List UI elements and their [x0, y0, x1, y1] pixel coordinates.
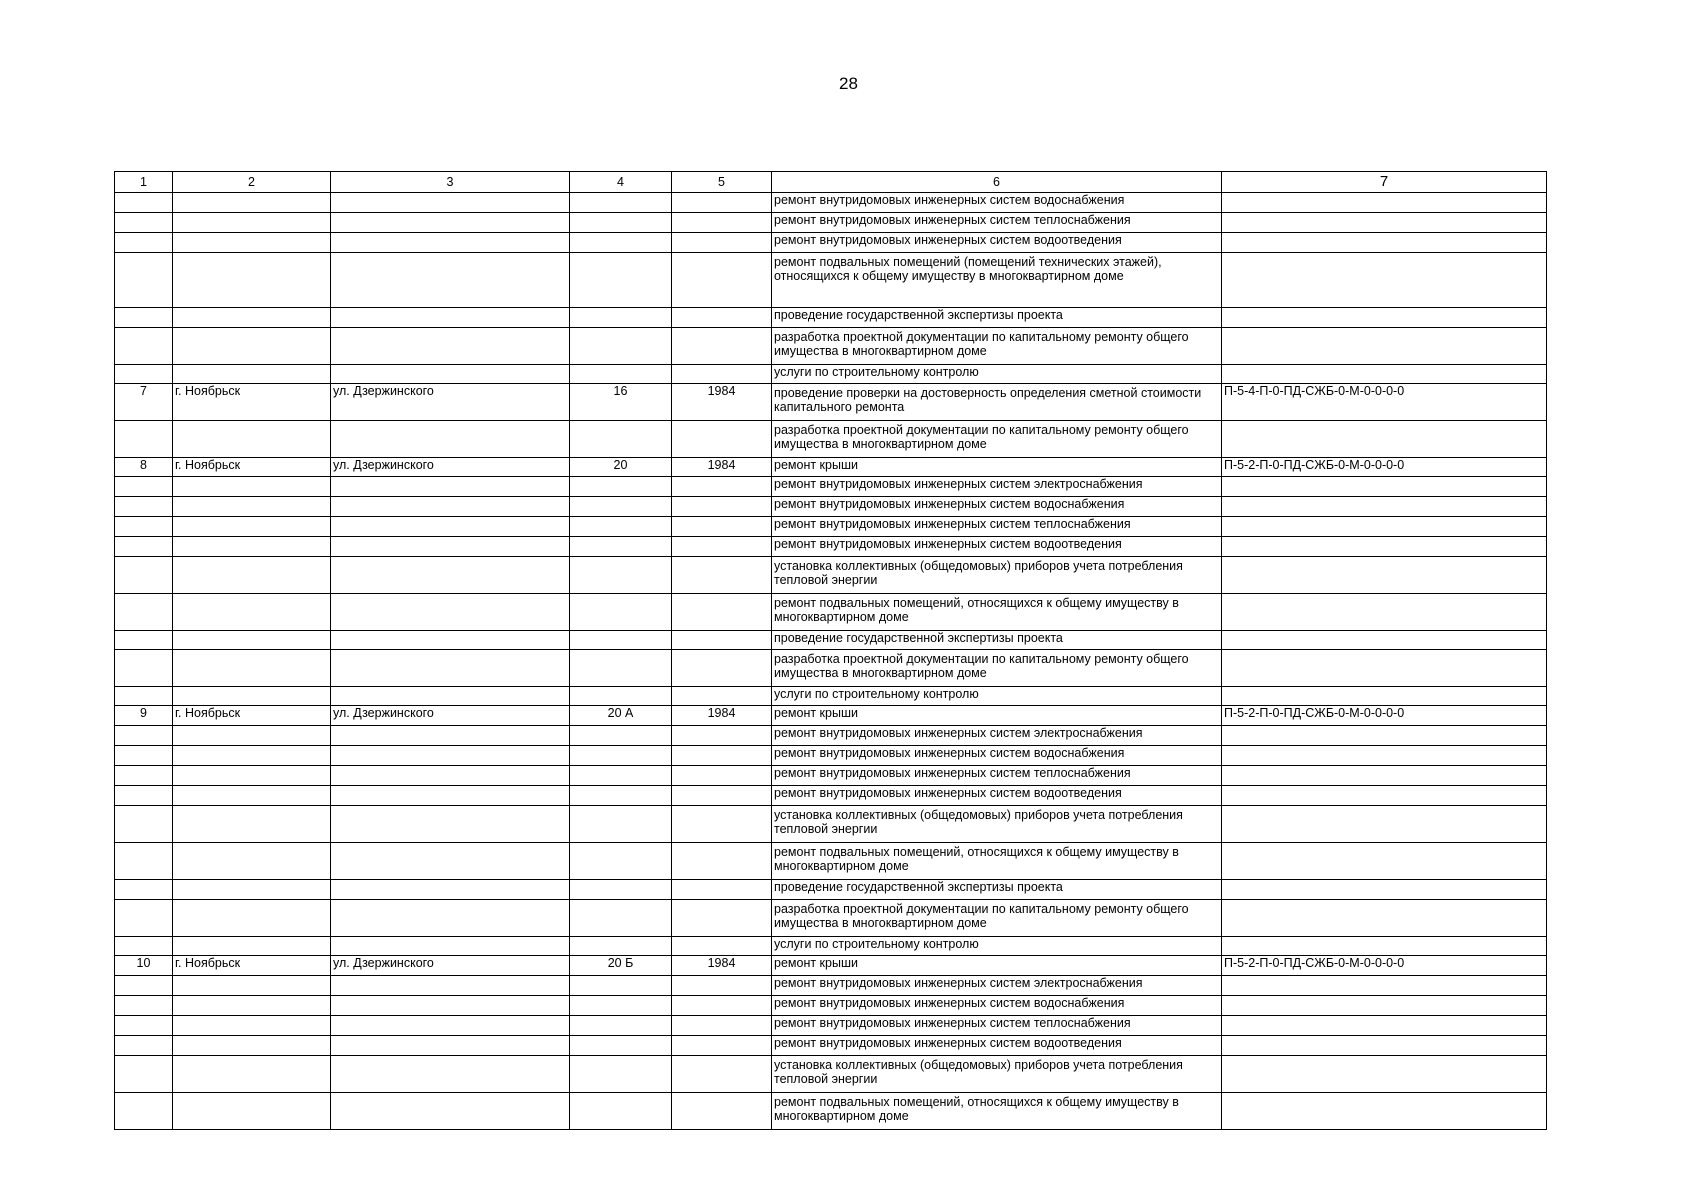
- year-cell: [672, 900, 772, 937]
- work-type-cell: проведение проверки на достоверность определения сметной стоимости капитального ремонта: [772, 384, 1222, 421]
- table-row: [115, 976, 1547, 996]
- city-cell: [173, 900, 331, 937]
- code-cell: [1222, 976, 1547, 996]
- code-cell: П-5-4-П-0-ПД-СЖБ-0-М-0-0-0-0: [1222, 384, 1547, 421]
- table-row: [115, 477, 1547, 497]
- year-cell: 1984: [672, 956, 772, 976]
- row-number-cell: 10: [115, 956, 173, 976]
- table-row: [115, 233, 1547, 253]
- city-cell: [173, 477, 331, 497]
- column-number: 2: [173, 172, 331, 193]
- work-type-cell: ремонт крыши: [772, 706, 1222, 726]
- house-number-cell: [570, 213, 672, 233]
- row-number-cell: [115, 537, 173, 557]
- house-number-cell: [570, 537, 672, 557]
- row-number-cell: [115, 900, 173, 937]
- code-cell: [1222, 900, 1547, 937]
- street-cell: [331, 328, 570, 365]
- street-cell: [331, 631, 570, 650]
- row-number-cell: [115, 477, 173, 497]
- work-type-cell: услуги по строительному контролю: [772, 687, 1222, 706]
- code-cell: [1222, 213, 1547, 233]
- code-cell: [1222, 1036, 1547, 1056]
- house-number-cell: 20 Б: [570, 956, 672, 976]
- table-row: [115, 193, 1547, 213]
- street-cell: [331, 497, 570, 517]
- house-number-cell: [570, 631, 672, 650]
- city-cell: г. Ноябрьск: [173, 956, 331, 976]
- table-row: [115, 937, 1547, 956]
- city-cell: [173, 193, 331, 213]
- year-cell: [672, 253, 772, 308]
- code-cell: П-5-2-П-0-ПД-СЖБ-0-М-0-0-0-0: [1222, 956, 1547, 976]
- column-number: 6: [772, 172, 1222, 193]
- table-row: [115, 1056, 1547, 1093]
- year-cell: [672, 1016, 772, 1036]
- row-number-cell: [115, 631, 173, 650]
- work-type-cell: ремонт внутридомовых инженерных систем водоснабжения: [772, 193, 1222, 213]
- table-row: [115, 1093, 1547, 1130]
- code-cell: П-5-2-П-0-ПД-СЖБ-0-М-0-0-0-0: [1222, 458, 1547, 477]
- street-cell: [331, 1036, 570, 1056]
- work-type-cell: ремонт подвальных помещений (помещений технических этажей), относящихся к общему имуществу в многоквартирном доме: [772, 253, 1222, 308]
- work-type-cell: ремонт крыши: [772, 458, 1222, 477]
- house-number-cell: [570, 996, 672, 1016]
- row-number-cell: [115, 976, 173, 996]
- street-cell: [331, 687, 570, 706]
- street-cell: [331, 806, 570, 843]
- street-cell: ул. Дзержинского: [331, 956, 570, 976]
- code-cell: [1222, 328, 1547, 365]
- house-number-cell: [570, 365, 672, 384]
- code-cell: [1222, 687, 1547, 706]
- year-cell: [672, 806, 772, 843]
- table-row: [115, 1036, 1547, 1056]
- year-cell: [672, 477, 772, 497]
- work-type-cell: ремонт внутридомовых инженерных систем электроснабжения: [772, 976, 1222, 996]
- street-cell: [331, 1016, 570, 1036]
- row-number-cell: [115, 557, 173, 594]
- street-cell: [331, 843, 570, 880]
- table-row: [115, 806, 1547, 843]
- table-row: [115, 687, 1547, 706]
- street-cell: [331, 1093, 570, 1130]
- city-cell: [173, 213, 331, 233]
- city-cell: [173, 687, 331, 706]
- city-cell: [173, 650, 331, 687]
- table-row: [115, 308, 1547, 328]
- row-number-cell: [115, 233, 173, 253]
- street-cell: ул. Дзержинского: [331, 384, 570, 421]
- city-cell: г. Ноябрьск: [173, 384, 331, 421]
- house-number-cell: [570, 726, 672, 746]
- year-cell: [672, 843, 772, 880]
- city-cell: [173, 594, 331, 631]
- row-number-cell: [115, 328, 173, 365]
- code-cell: [1222, 1056, 1547, 1093]
- work-type-cell: разработка проектной документации по капитальному ремонту общего имущества в многоквартирном доме: [772, 421, 1222, 458]
- work-type-cell: ремонт подвальных помещений, относящихся к общему имуществу в многоквартирном доме: [772, 843, 1222, 880]
- street-cell: [331, 786, 570, 806]
- street-cell: [331, 233, 570, 253]
- work-type-cell: разработка проектной документации по капитальному ремонту общего имущества в многоквартирном доме: [772, 328, 1222, 365]
- house-number-cell: [570, 900, 672, 937]
- code-cell: [1222, 880, 1547, 900]
- row-number-cell: 7: [115, 384, 173, 421]
- table-row: [115, 843, 1547, 880]
- city-cell: [173, 253, 331, 308]
- city-cell: [173, 421, 331, 458]
- repair-register-table: [114, 171, 1547, 1130]
- table-row: [115, 880, 1547, 900]
- year-cell: [672, 517, 772, 537]
- city-cell: [173, 517, 331, 537]
- code-cell: [1222, 631, 1547, 650]
- house-number-cell: [570, 687, 672, 706]
- row-number-cell: [115, 843, 173, 880]
- house-number-cell: [570, 806, 672, 843]
- city-cell: [173, 497, 331, 517]
- code-cell: [1222, 786, 1547, 806]
- column-number: 7: [1222, 172, 1547, 193]
- work-type-cell: ремонт подвальных помещений, относящихся к общему имуществу в многоквартирном доме: [772, 594, 1222, 631]
- year-cell: [672, 308, 772, 328]
- house-number-cell: [570, 937, 672, 956]
- house-number-cell: [570, 746, 672, 766]
- code-cell: [1222, 253, 1547, 308]
- table-row: [115, 497, 1547, 517]
- year-cell: [672, 786, 772, 806]
- code-cell: [1222, 557, 1547, 594]
- code-cell: [1222, 996, 1547, 1016]
- year-cell: [672, 537, 772, 557]
- work-type-cell: ремонт внутридомовых инженерных систем теплоснабжения: [772, 213, 1222, 233]
- city-cell: [173, 365, 331, 384]
- work-type-cell: услуги по строительному контролю: [772, 365, 1222, 384]
- code-cell: [1222, 193, 1547, 213]
- year-cell: [672, 557, 772, 594]
- code-cell: [1222, 1093, 1547, 1130]
- street-cell: [331, 537, 570, 557]
- street-cell: [331, 880, 570, 900]
- table-row: [115, 766, 1547, 786]
- year-cell: [672, 726, 772, 746]
- code-cell: [1222, 497, 1547, 517]
- row-number-cell: [115, 497, 173, 517]
- house-number-cell: [570, 1093, 672, 1130]
- city-cell: [173, 1093, 331, 1130]
- street-cell: [331, 650, 570, 687]
- row-number-cell: [115, 996, 173, 1016]
- column-number: 5: [672, 172, 772, 193]
- house-number-cell: [570, 193, 672, 213]
- work-type-cell: установка коллективных (общедомовых) приборов учета потребления тепловой энергии: [772, 806, 1222, 843]
- year-cell: [672, 193, 772, 213]
- row-number-cell: [115, 1016, 173, 1036]
- row-number-cell: [115, 594, 173, 631]
- code-cell: П-5-2-П-0-ПД-СЖБ-0-М-0-0-0-0: [1222, 706, 1547, 726]
- table-row: [115, 557, 1547, 594]
- city-cell: [173, 1016, 331, 1036]
- table-row: [115, 900, 1547, 937]
- street-cell: [331, 517, 570, 537]
- city-cell: г. Ноябрьск: [173, 706, 331, 726]
- work-type-cell: ремонт внутридомовых инженерных систем водоснабжения: [772, 746, 1222, 766]
- house-number-cell: [570, 253, 672, 308]
- city-cell: [173, 537, 331, 557]
- row-number-cell: [115, 880, 173, 900]
- code-cell: [1222, 517, 1547, 537]
- row-number-cell: [115, 253, 173, 308]
- year-cell: [672, 996, 772, 1016]
- work-type-cell: ремонт внутридомовых инженерных систем теплоснабжения: [772, 1016, 1222, 1036]
- city-cell: [173, 233, 331, 253]
- street-cell: ул. Дзержинского: [331, 706, 570, 726]
- code-cell: [1222, 843, 1547, 880]
- year-cell: [672, 746, 772, 766]
- column-number: 3: [331, 172, 570, 193]
- city-cell: [173, 843, 331, 880]
- work-type-cell: ремонт подвальных помещений, относящихся к общему имуществу в многоквартирном доме: [772, 1093, 1222, 1130]
- house-number-cell: [570, 421, 672, 458]
- year-cell: 1984: [672, 706, 772, 726]
- table-row: [115, 956, 1547, 976]
- house-number-cell: [570, 976, 672, 996]
- street-cell: [331, 421, 570, 458]
- code-cell: [1222, 233, 1547, 253]
- house-number-cell: [570, 843, 672, 880]
- column-numbers-row: [115, 172, 1547, 193]
- city-cell: [173, 880, 331, 900]
- row-number-cell: [115, 650, 173, 687]
- row-number-cell: [115, 806, 173, 843]
- code-cell: [1222, 766, 1547, 786]
- year-cell: [672, 880, 772, 900]
- work-type-cell: установка коллективных (общедомовых) приборов учета потребления тепловой энергии: [772, 557, 1222, 594]
- house-number-cell: [570, 477, 672, 497]
- city-cell: [173, 937, 331, 956]
- table-row: [115, 786, 1547, 806]
- table-row: [115, 421, 1547, 458]
- work-type-cell: ремонт внутридомовых инженерных систем электроснабжения: [772, 477, 1222, 497]
- code-cell: [1222, 537, 1547, 557]
- table-row: [115, 253, 1547, 308]
- year-cell: [672, 497, 772, 517]
- work-type-cell: проведение государственной экспертизы проекта: [772, 880, 1222, 900]
- table-row: [115, 650, 1547, 687]
- work-type-cell: разработка проектной документации по капитальному ремонту общего имущества в многоквартирном доме: [772, 900, 1222, 937]
- code-cell: [1222, 365, 1547, 384]
- city-cell: [173, 976, 331, 996]
- year-cell: [672, 594, 772, 631]
- year-cell: [672, 976, 772, 996]
- house-number-cell: 20: [570, 458, 672, 477]
- table-row: [115, 726, 1547, 746]
- row-number-cell: 8: [115, 458, 173, 477]
- year-cell: [672, 1093, 772, 1130]
- table-row: [115, 328, 1547, 365]
- work-type-cell: ремонт внутридомовых инженерных систем водоотведения: [772, 233, 1222, 253]
- street-cell: [331, 253, 570, 308]
- page-number: 28: [839, 74, 858, 93]
- year-cell: [672, 687, 772, 706]
- code-cell: [1222, 308, 1547, 328]
- table-row: [115, 1016, 1547, 1036]
- house-number-cell: 20 А: [570, 706, 672, 726]
- year-cell: [672, 631, 772, 650]
- code-cell: [1222, 421, 1547, 458]
- code-cell: [1222, 937, 1547, 956]
- table-row: [115, 746, 1547, 766]
- table-row: [115, 458, 1547, 477]
- code-cell: [1222, 746, 1547, 766]
- work-type-cell: ремонт внутридомовых инженерных систем теплоснабжения: [772, 766, 1222, 786]
- work-type-cell: ремонт внутридомовых инженерных систем водоснабжения: [772, 996, 1222, 1016]
- work-type-cell: ремонт внутридомовых инженерных систем водоотведения: [772, 537, 1222, 557]
- row-number-cell: [115, 193, 173, 213]
- year-cell: [672, 766, 772, 786]
- city-cell: [173, 328, 331, 365]
- row-number-cell: [115, 1093, 173, 1130]
- row-number-cell: [115, 213, 173, 233]
- row-number-cell: [115, 687, 173, 706]
- house-number-cell: [570, 594, 672, 631]
- street-cell: [331, 726, 570, 746]
- table-row: [115, 365, 1547, 384]
- house-number-cell: [570, 1036, 672, 1056]
- table-row: [115, 517, 1547, 537]
- table-row: [115, 213, 1547, 233]
- street-cell: [331, 213, 570, 233]
- house-number-cell: [570, 1016, 672, 1036]
- street-cell: [331, 746, 570, 766]
- house-number-cell: 16: [570, 384, 672, 421]
- work-type-cell: ремонт внутридомовых инженерных систем водоснабжения: [772, 497, 1222, 517]
- city-cell: [173, 786, 331, 806]
- table-row: [115, 537, 1547, 557]
- row-number-cell: [115, 1056, 173, 1093]
- street-cell: [331, 766, 570, 786]
- year-cell: [672, 650, 772, 687]
- street-cell: [331, 937, 570, 956]
- code-cell: [1222, 594, 1547, 631]
- street-cell: [331, 594, 570, 631]
- row-number-cell: 9: [115, 706, 173, 726]
- city-cell: [173, 1036, 331, 1056]
- house-number-cell: [570, 766, 672, 786]
- house-number-cell: [570, 880, 672, 900]
- city-cell: [173, 1056, 331, 1093]
- street-cell: [331, 1056, 570, 1093]
- street-cell: [331, 365, 570, 384]
- city-cell: [173, 746, 331, 766]
- column-number: 4: [570, 172, 672, 193]
- year-cell: [672, 233, 772, 253]
- row-number-cell: [115, 1036, 173, 1056]
- house-number-cell: [570, 786, 672, 806]
- row-number-cell: [115, 726, 173, 746]
- city-cell: [173, 996, 331, 1016]
- house-number-cell: [570, 1056, 672, 1093]
- house-number-cell: [570, 233, 672, 253]
- city-cell: [173, 766, 331, 786]
- house-number-cell: [570, 650, 672, 687]
- work-type-cell: ремонт внутридомовых инженерных систем водоотведения: [772, 1036, 1222, 1056]
- street-cell: [331, 900, 570, 937]
- code-cell: [1222, 726, 1547, 746]
- city-cell: г. Ноябрьск: [173, 458, 331, 477]
- work-type-cell: проведение государственной экспертизы проекта: [772, 308, 1222, 328]
- row-number-cell: [115, 937, 173, 956]
- street-cell: ул. Дзержинского: [331, 458, 570, 477]
- city-cell: [173, 806, 331, 843]
- street-cell: [331, 976, 570, 996]
- street-cell: [331, 308, 570, 328]
- street-cell: [331, 557, 570, 594]
- row-number-cell: [115, 746, 173, 766]
- code-cell: [1222, 650, 1547, 687]
- table-row: [115, 631, 1547, 650]
- house-number-cell: [570, 517, 672, 537]
- year-cell: 1984: [672, 458, 772, 477]
- table-row: [115, 594, 1547, 631]
- year-cell: [672, 213, 772, 233]
- street-cell: [331, 996, 570, 1016]
- work-type-cell: услуги по строительному контролю: [772, 937, 1222, 956]
- work-type-cell: установка коллективных (общедомовых) приборов учета потребления тепловой энергии: [772, 1056, 1222, 1093]
- work-type-cell: проведение государственной экспертизы проекта: [772, 631, 1222, 650]
- table-row: [115, 384, 1547, 421]
- street-cell: [331, 477, 570, 497]
- table-row: [115, 996, 1547, 1016]
- house-number-cell: [570, 328, 672, 365]
- city-cell: [173, 308, 331, 328]
- city-cell: [173, 557, 331, 594]
- work-type-cell: ремонт внутридомовых инженерных систем теплоснабжения: [772, 517, 1222, 537]
- year-cell: [672, 937, 772, 956]
- year-cell: [672, 1056, 772, 1093]
- year-cell: [672, 328, 772, 365]
- year-cell: [672, 1036, 772, 1056]
- row-number-cell: [115, 308, 173, 328]
- year-cell: [672, 365, 772, 384]
- row-number-cell: [115, 766, 173, 786]
- city-cell: [173, 631, 331, 650]
- code-cell: [1222, 477, 1547, 497]
- house-number-cell: [570, 497, 672, 517]
- row-number-cell: [115, 421, 173, 458]
- column-number: 1: [115, 172, 173, 193]
- work-type-cell: разработка проектной документации по капитальному ремонту общего имущества в многоквартирном доме: [772, 650, 1222, 687]
- code-cell: [1222, 1016, 1547, 1036]
- street-cell: [331, 193, 570, 213]
- year-cell: 1984: [672, 384, 772, 421]
- row-number-cell: [115, 786, 173, 806]
- row-number-cell: [115, 365, 173, 384]
- work-type-cell: ремонт внутридомовых инженерных систем электроснабжения: [772, 726, 1222, 746]
- work-type-cell: ремонт крыши: [772, 956, 1222, 976]
- code-cell: [1222, 806, 1547, 843]
- year-cell: [672, 421, 772, 458]
- work-type-cell: ремонт внутридомовых инженерных систем водоотведения: [772, 786, 1222, 806]
- row-number-cell: [115, 517, 173, 537]
- house-number-cell: [570, 557, 672, 594]
- table-row: [115, 706, 1547, 726]
- city-cell: [173, 726, 331, 746]
- house-number-cell: [570, 308, 672, 328]
